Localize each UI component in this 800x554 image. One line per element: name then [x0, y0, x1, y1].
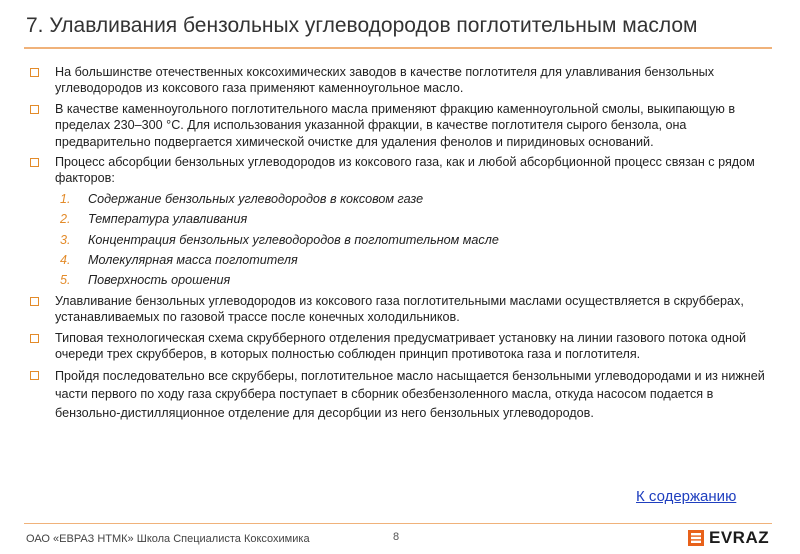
factor-number: 5.	[60, 273, 71, 288]
factor-number: 1.	[60, 191, 71, 206]
square-bullet-icon	[30, 158, 39, 167]
bullet-text: Улавливание бензольных углеводородов из коксового газа поглотительными маслами осуществляется в скрубберах, устанавливаемых по газовой трассе после конечных холодильников.	[55, 293, 744, 325]
factor-item	[30, 191, 770, 207]
bullet-text: Пройдя последовательно все скрубберы, поглотительное масло насыщается бензольными углеводородами и из нижней части первого по ходу газа скруббера поступает в сборник обезбензоленного масла, откуда насосом подается в бензольно-дистилляционное отделение для десорбции из него бензольных углеводородов.	[55, 368, 765, 420]
factor-item	[30, 252, 770, 268]
factor-number: 4.	[60, 253, 71, 268]
footer-divider	[24, 523, 772, 524]
footer-company: ОАО «ЕВРАЗ НТМК» Школа Специалиста Коксохимика	[26, 533, 310, 545]
factor-text: Концентрация бензольных углеводородов в поглотительном масле	[88, 232, 499, 247]
factor-item	[30, 232, 770, 248]
factor-number: 2.	[60, 212, 71, 227]
factor-text: Молекулярная масса поглотителя	[88, 253, 298, 268]
bullet-item	[30, 101, 770, 150]
square-bullet-icon	[30, 297, 39, 306]
square-bullet-icon	[30, 68, 39, 77]
evraz-logo-icon	[688, 530, 704, 546]
factor-text: Содержание бензольных углеводородов в коксовом газе	[88, 191, 424, 206]
slide-title: 7. Улавливания бензольных углеводородов поглотительным маслом	[26, 14, 698, 37]
square-bullet-icon	[30, 334, 39, 343]
square-bullet-icon	[30, 371, 39, 380]
bullet-item	[30, 154, 770, 187]
page-number: 8	[393, 531, 400, 543]
bullet-text: Типовая технологическая схема скрубберного отделения предусматривает установку на линии газового потока одной очереди трех скрубберов, в которых полностью соблюден принцип противотока газа и поглотителя.	[55, 330, 746, 362]
title-divider	[24, 47, 772, 49]
factor-item	[30, 211, 770, 227]
bullet-text: В качестве каменноугольного поглотительного масла применяют фракцию каменноугольной смолы, выкипающую в пределах 230–300 °С. Для использования указанной фракции, в качестве поглотителя сырого бензола, она предварительно подвергается химической очистке для удаления фенолов и пиридиновых оснований.	[55, 101, 736, 149]
factor-text: Температура улавливания	[88, 212, 248, 227]
logo-wordmark: EVRAZ	[709, 528, 770, 547]
factor-number: 3.	[60, 232, 71, 247]
factor-item	[30, 272, 770, 288]
factor-text: Поверхность орошения	[88, 273, 231, 288]
square-bullet-icon	[30, 105, 39, 114]
bullet-item	[30, 367, 770, 423]
bullet-item	[30, 330, 770, 363]
evraz-logo	[688, 529, 769, 547]
slide-content	[30, 64, 770, 426]
bullet-text: Процесс абсорбции бензольных углеводородов из коксового газа, как и любой абсорбционной процесс связан с рядом факторов:	[55, 155, 755, 186]
bullet-item	[30, 293, 770, 326]
table-of-contents-link[interactable]: К содержанию	[636, 488, 737, 505]
bullet-item	[30, 64, 770, 97]
bullet-text: На большинстве отечественных коксохимических заводов в качестве поглотителя для улавливания бензольных углеводородов из коксового газа применяют каменноугольное масло.	[55, 65, 715, 96]
